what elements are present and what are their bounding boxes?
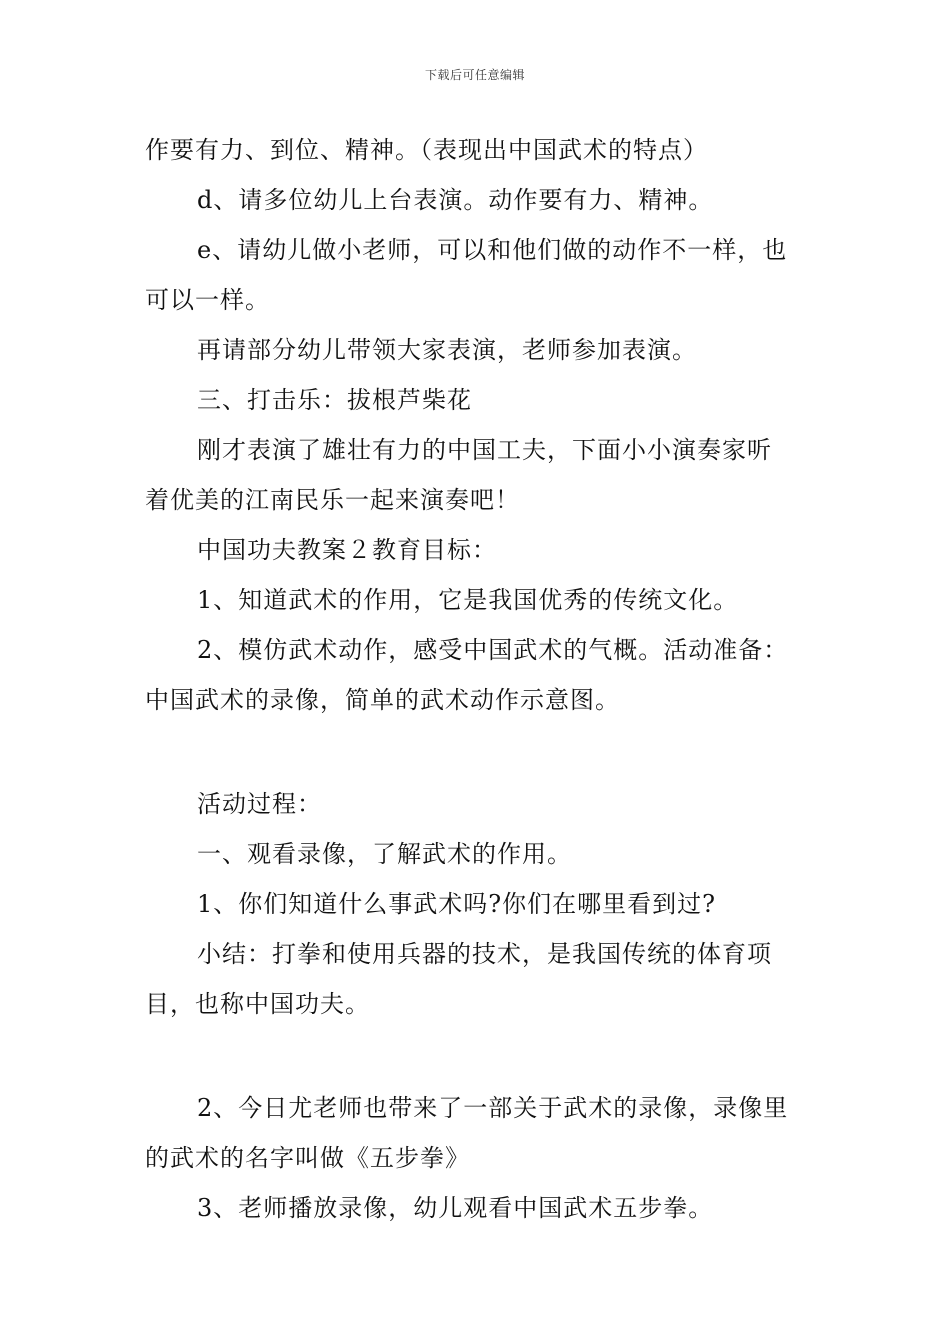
paragraph-line: 的武术的名字叫做《五步拳》 <box>145 1144 470 1172</box>
document-body <box>145 126 807 1234</box>
section-heading: 活动过程： <box>197 790 322 818</box>
paragraph-line: 可以一样。 <box>145 286 270 314</box>
paragraph-line: e、请幼儿做小老师，可以和他们做的动作不一样，也 <box>197 236 788 264</box>
list-item: 1、你们知道什么事武术吗?你们在哪里看到过? <box>197 890 717 918</box>
section-heading: 一、观看录像，了解武术的作用。 <box>197 840 572 868</box>
paragraph-line: 刚才表演了雄壮有力的中国工夫，下面小小演奏家听 <box>197 436 772 464</box>
blank-line <box>145 1030 807 1084</box>
list-item: 2、今日尤老师也带来了一部关于武术的录像，录像里 <box>197 1094 789 1122</box>
list-item: 2、模仿武术动作，感受中国武术的气概。活动准备： <box>197 636 789 664</box>
paragraph-line: 目，也称中国功夫。 <box>145 990 370 1018</box>
blank-line <box>145 726 807 780</box>
paragraph-line: d、请多位幼儿上台表演。动作要有力、精神。 <box>197 186 714 214</box>
list-item: 3、老师播放录像，幼儿观看中国武术五步拳。 <box>197 1194 714 1222</box>
section-heading: 中国功夫教案２教育目标： <box>197 536 497 564</box>
list-item: 1、知道武术的作用，它是我国优秀的传统文化。 <box>197 586 739 614</box>
paragraph-line: 小结：打拳和使用兵器的技术，是我国传统的体育项 <box>197 940 772 968</box>
page-header: 下载后可任意编辑 <box>424 68 525 82</box>
paragraph-line: 再请部分幼儿带领大家表演，老师参加表演。 <box>197 336 697 364</box>
paragraph-line: 作要有力、到位、精神。（表现出中国武术的特点） <box>145 136 708 164</box>
section-heading: 三、打击乐：拔根芦柴花 <box>197 386 472 414</box>
paragraph-line: 着优美的江南民乐一起来演奏吧！ <box>145 486 520 514</box>
paragraph-line: 中国武术的录像，简单的武术动作示意图。 <box>145 686 620 714</box>
